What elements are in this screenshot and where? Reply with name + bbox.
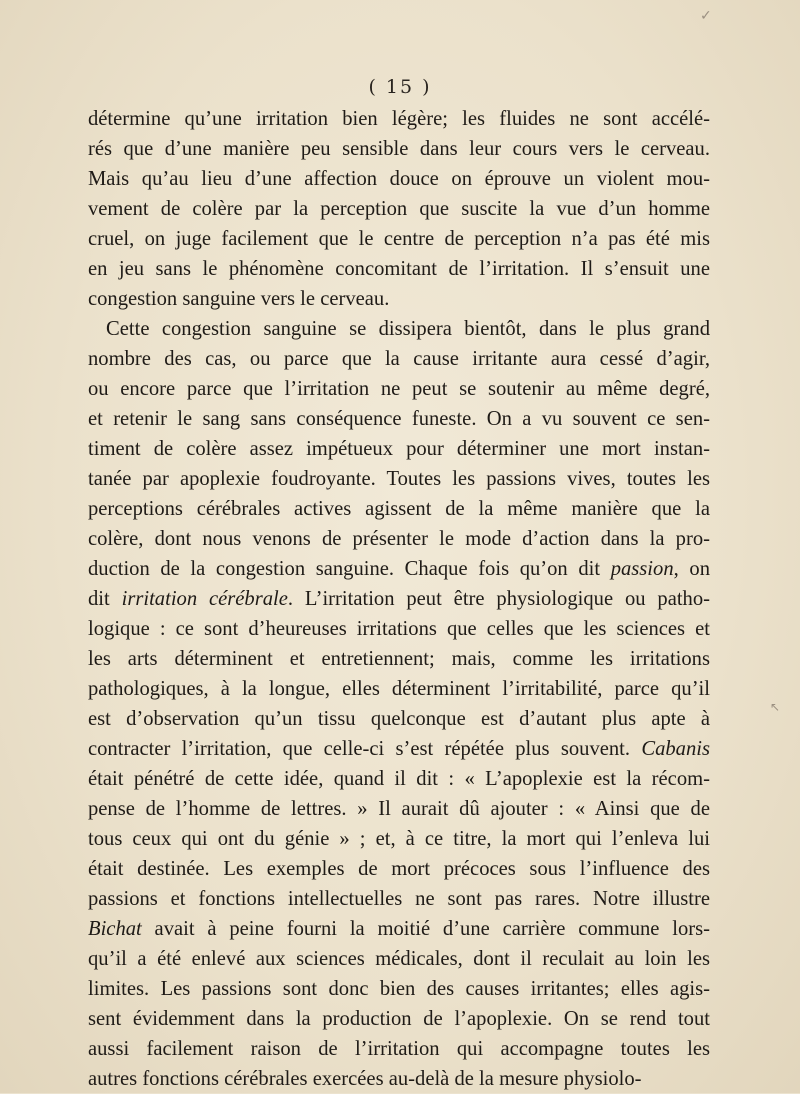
line-text: dit: [88, 588, 122, 610]
text-line: [88, 494, 710, 524]
line-text: pense de l’homme de lettres. » Il aurait dû ajouter : « Ainsi que de: [88, 798, 710, 820]
text-line: [88, 434, 710, 464]
text-line: [88, 1064, 710, 1094]
line-text: autres fonctions cérébrales exercées au-delà de la mesure physiolo-: [88, 1068, 642, 1090]
text-line: [88, 314, 710, 344]
line-text: vement de colère par la perception que suscite la vue d’un homme: [88, 198, 710, 220]
line-text: nombre des cas, ou parce que la cause irritante aura cessé d’agir,: [88, 348, 710, 370]
line-text: qu’il a été enlevé aux sciences médicales, dont il reculait au loin les: [88, 948, 710, 970]
line-italic-text: Cabanis: [641, 738, 710, 760]
line-text: aussi facilement raison de l’irritation qui accompagne toutes les: [88, 1038, 710, 1060]
line-text: est d’observation qu’un tissu quelconque est d’autant plus apte à: [88, 708, 710, 730]
line-text: ou encore parce que l’irritation ne peut se soutenir au même degré,: [88, 378, 710, 400]
text-line: [88, 644, 710, 674]
line-text: rés que d’une manière peu sensible dans leur cours vers le cerveau.: [88, 138, 710, 160]
line-italic-text: passion: [610, 558, 674, 580]
line-after-text: . L’irritation peut être physiologique ou patho-: [287, 588, 711, 610]
text-line: [88, 404, 710, 434]
corner-mark: ✓: [700, 8, 712, 24]
text-line: [88, 1034, 710, 1064]
line-text: tanée par apoplexie foudroyante. Toutes les passions vives, toutes les: [88, 468, 710, 490]
text-line: [88, 884, 710, 914]
text-line: [88, 674, 710, 704]
line-text: détermine qu’une irritation bien légère; les fluides ne sont accélé-: [88, 108, 710, 130]
text-line: [88, 464, 710, 494]
text-line: [88, 164, 710, 194]
text-line: [88, 1004, 710, 1034]
text-line: [88, 284, 710, 314]
text-line: [88, 344, 710, 374]
text-line: [88, 704, 710, 734]
line-after-text: , on: [673, 558, 710, 580]
line-text: perceptions cérébrales actives agissent de la même manière que la: [88, 498, 710, 520]
line-italic-text: Bichat: [88, 918, 142, 940]
line-after-text: avait à peine fourni la moitié d’une carrière commune lors-: [141, 918, 710, 940]
line-text: en jeu sans le phénomène concomitant de l’irritation. Il s’ensuit une: [88, 258, 710, 280]
text-line: [88, 104, 710, 134]
line-text: colère, dont nous venons de présenter le mode d’action dans la pro-: [88, 528, 710, 550]
text-line: [88, 764, 710, 794]
text-line: [88, 374, 710, 404]
text-line: [88, 944, 710, 974]
margin-mark: ↖: [770, 700, 781, 714]
text-line: [88, 554, 710, 584]
line-text: contracter l’irritation, que celle-ci s’est répétée plus souvent.: [88, 738, 642, 760]
text-line: [88, 254, 710, 284]
line-text: timent de colère assez impétueux pour déterminer une mort instan-: [88, 438, 710, 460]
text-line: [88, 734, 710, 764]
text-line: [88, 134, 710, 164]
line-text: limites. Les passions sont donc bien des causes irritantes; elles agis-: [88, 978, 710, 1000]
text-line: [88, 224, 710, 254]
line-text: passions et fonctions intellectuelles ne sont pas rares. Notre illustre: [88, 888, 710, 910]
text-line: [88, 194, 710, 224]
text-line: [88, 824, 710, 854]
body-text: [88, 104, 710, 1094]
line-text: cruel, on juge facilement que le centre de perception n’a pas été mis: [88, 228, 710, 250]
line-text: pathologiques, à la longue, elles déterminent l’irritabilité, parce qu’il: [88, 678, 710, 700]
line-text: duction de la congestion sanguine. Chaque fois qu’on dit: [88, 558, 611, 580]
line-text: et retenir le sang sans conséquence funeste. On a vu souvent ce sen-: [88, 408, 710, 430]
page-number: ( 15 ): [368, 76, 432, 98]
line-text: logique : ce sont d’heureuses irritations que celles que les sciences et: [88, 618, 710, 640]
line-italic-text: irritation cérébrale: [121, 588, 288, 610]
text-line: [88, 794, 710, 824]
text-line: [88, 974, 710, 1004]
line-text: était destinée. Les exemples de mort précoces sous l’influence des: [88, 858, 710, 880]
text-line: [88, 914, 710, 944]
line-text: congestion sanguine vers le cerveau.: [88, 288, 390, 310]
line-text: Cette congestion sanguine se dissipera bientôt, dans le plus grand: [106, 318, 710, 340]
text-line: [88, 614, 710, 644]
text-line: [88, 854, 710, 884]
line-text: les arts déterminent et entretiennent; mais, comme les irritations: [88, 648, 710, 670]
line-text: sent évidemment dans la production de l’apoplexie. On se rend tout: [88, 1008, 710, 1030]
text-line: [88, 584, 710, 614]
line-text: était pénétré de cette idée, quand il dit : « L’apoplexie est la récom-: [88, 768, 710, 790]
line-text: Mais qu’au lieu d’une affection douce on éprouve un violent mou-: [88, 168, 710, 190]
text-line: [88, 524, 710, 554]
line-text: tous ceux qui ont du génie » ; et, à ce titre, la mort qui l’enleva lui: [88, 828, 710, 850]
